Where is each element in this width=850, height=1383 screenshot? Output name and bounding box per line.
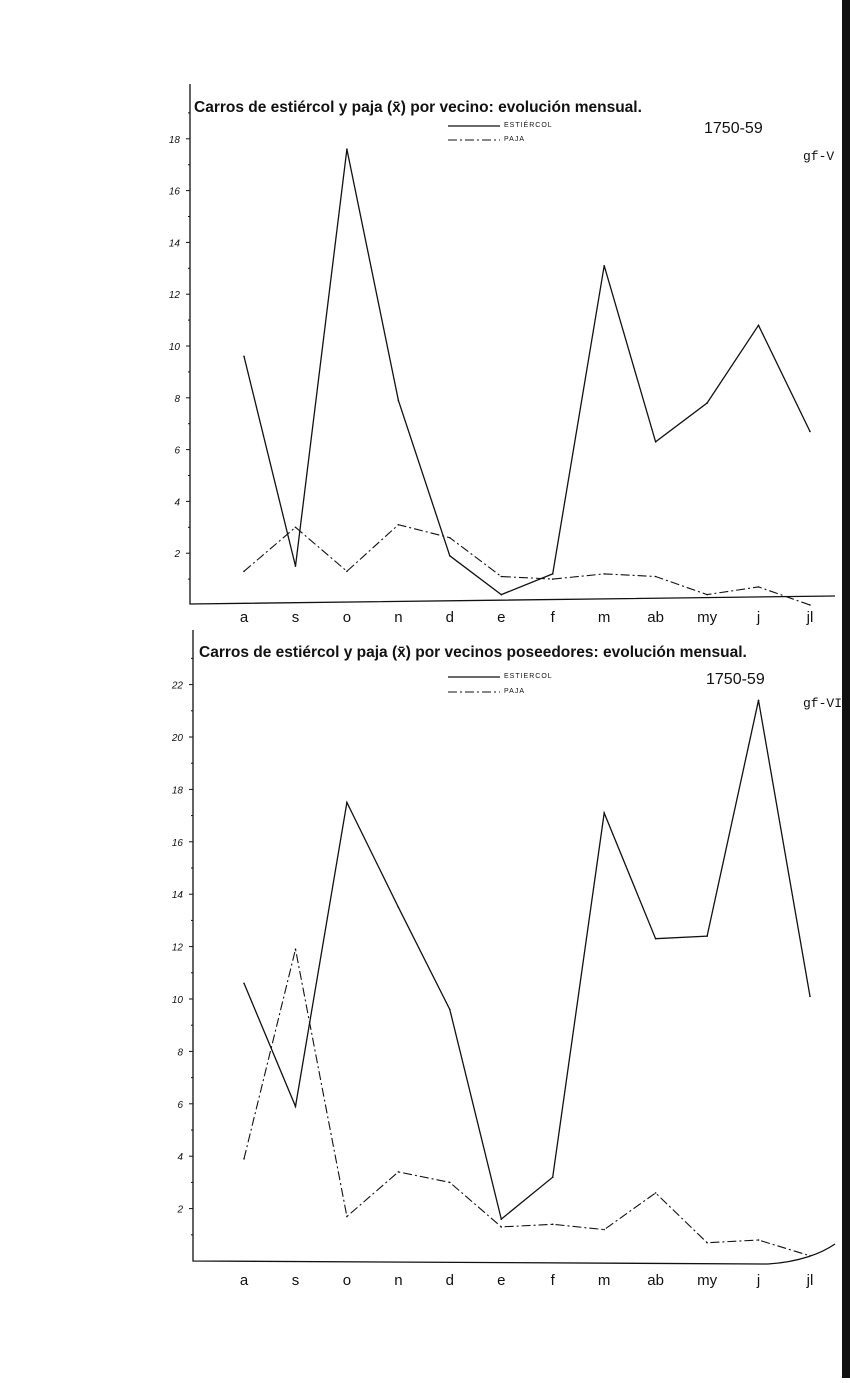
chart-1-series-1-point-o [346, 571, 348, 573]
chart-1-series-0-point-j [758, 324, 760, 326]
chart-1-series-1-point-j [758, 586, 760, 588]
chart-1-series-0-point-my [706, 402, 708, 404]
chart-1-series-1-point-jl [809, 604, 811, 606]
chart-2-y-tick-label: 22 [171, 680, 183, 692]
chart-2-series-0-point-n [398, 907, 400, 909]
chart-2-x-label-e: e [497, 1272, 506, 1289]
chart-2 [171, 630, 842, 1289]
chart-2-series-1-point-j [758, 1239, 760, 1241]
chart-2-y-tick-label: 10 [171, 995, 183, 1006]
chart-1-x-label-f: f [550, 609, 555, 626]
chart-1-series-0-point-ab [655, 441, 657, 443]
chart-1-series-1-point-n [398, 524, 400, 526]
chart-2-series-0-point-my [706, 935, 708, 937]
chart-1-x-label-j: j [756, 609, 761, 626]
chart-1-series-0-point-s [295, 565, 297, 567]
chart-2-series-0-point-o [346, 802, 348, 804]
chart-2-y-tick-label: 18 [171, 785, 183, 797]
chart-1-series-estiercol-line [244, 149, 810, 594]
chart-2-x-label-n: n [394, 1272, 403, 1289]
chart-1-y-tick-label: 2 [174, 549, 180, 561]
chart-1-legend-label-0: ESTIÉRCOL [504, 122, 553, 129]
chart-2-x-label-jl: jl [806, 1272, 814, 1289]
chart-2-legend-label-1: PAJA [504, 688, 525, 695]
chart-1-legend [448, 120, 553, 143]
chart-2-series-1-point-f [552, 1224, 554, 1226]
chart-1-x-label-s: s [291, 609, 300, 626]
chart-2-y-tick-label: 2 [177, 1204, 183, 1216]
chart-2-x-label-ab: ab [647, 1272, 664, 1289]
chart-1-x-axis [240, 609, 814, 626]
chart-2-series-0-point-ab [655, 938, 657, 940]
chart-2-series-1-point-o [346, 1216, 348, 1218]
chart-1-y-tick-label: 12 [168, 290, 180, 302]
chart-1-title: Carros de estiércol y paja (x̄) por vecino: evolución mensual. [194, 99, 642, 116]
chart-2-series-1-point-my [706, 1242, 708, 1244]
chart-1-x-label-d: d [445, 609, 454, 626]
chart-1-y-tick-label: 18 [168, 134, 180, 146]
chart-2-x-label-s: s [291, 1272, 300, 1289]
chart-1-series-1-point-s [295, 527, 297, 529]
chart-2-series-paja-line [244, 949, 810, 1256]
chart-1-x-label-o: o [342, 609, 352, 626]
chart-2-series-1-point-jl [809, 1255, 811, 1257]
chart-2-x-label-my: my [697, 1272, 718, 1289]
chart-2-y-tick-label: 12 [171, 942, 183, 954]
chart-1-series-1-point-e [500, 576, 502, 578]
chart-1-series-1-point-ab [655, 576, 657, 578]
chart-1-x-label-ab: ab [647, 609, 664, 626]
chart-1-code: gf-V [803, 149, 835, 164]
chart-2-x-label-d: d [445, 1272, 454, 1289]
chart-1-series-1-point-d [449, 537, 451, 539]
chart-2-y-tick-label: 6 [177, 1099, 183, 1111]
chart-1-series-0-point-o [346, 148, 348, 150]
chart-1-series-0-point-n [398, 400, 400, 402]
chart-2-series-1-point-n [398, 1171, 400, 1173]
chart-1-y-tick-label: 14 [168, 238, 180, 250]
chart-1-x-label-m: m [597, 609, 611, 626]
chart-1-y-tick-label: 16 [168, 186, 180, 198]
chart-1-y-axis [169, 113, 190, 579]
chart-2-title: Carros de estiércol y paja (x̄) por vecinos poseedores: evolución mensual. [199, 644, 747, 661]
chart-2-period: 1750-59 [706, 671, 765, 688]
chart-1 [169, 84, 835, 626]
chart-1-series-1-point-my [706, 594, 708, 596]
chart-1-x-label-my: my [697, 609, 718, 626]
chart-1-y-tick-label: 6 [174, 445, 180, 457]
chart-1-series-0-point-d [449, 555, 451, 557]
chart-2-x-label-o: o [342, 1272, 352, 1289]
chart-2-series-0-point-j [758, 700, 760, 702]
chart-1-series-0-point-f [552, 573, 554, 575]
chart-2-y-axis [171, 658, 193, 1234]
chart-1-period: 1750-59 [704, 120, 763, 137]
chart-1-x-label-a: a [239, 609, 249, 626]
chart-1-series-1-point-m [603, 573, 605, 575]
chart-2-series-1-point-m [603, 1229, 605, 1231]
chart-2-series-0-point-jl [809, 996, 811, 998]
chart-1-series-1-point-a [243, 571, 245, 573]
chart-2-plot-area [243, 700, 811, 1257]
chart-2-series-0-point-f [552, 1176, 554, 1178]
chart-2-series-1-point-a [243, 1158, 245, 1160]
chart-2-series-0-point-m [603, 812, 605, 814]
chart-1-x-label-n: n [394, 609, 403, 626]
chart-1-x-label-jl: jl [806, 609, 814, 626]
chart-2-axes [193, 630, 835, 1264]
chart-1-axes [190, 84, 835, 604]
chart-2-code: gf-VI [803, 696, 843, 711]
chart-2-series-estiercol-line [244, 700, 810, 1219]
chart-2-x-axis [240, 1272, 814, 1289]
chart-1-legend-label-1: PAJA [504, 136, 525, 143]
chart-2-series-0-point-a [243, 982, 245, 984]
chart-2-legend-label-0: ESTIERCOL [504, 673, 553, 680]
chart-2-legend [448, 673, 553, 695]
chart-2-series-1-point-s [295, 948, 297, 950]
chart-2-x-label-f: f [550, 1272, 555, 1289]
chart-2-y-tick-label: 4 [177, 1152, 183, 1164]
chart-2-series-1-point-d [449, 1182, 451, 1184]
chart-1-series-0-point-m [603, 265, 605, 267]
chart-1-y-tick-label: 4 [174, 497, 180, 509]
chart-1-x-label-e: e [497, 609, 506, 626]
chart-2-y-tick-label: 20 [171, 733, 183, 744]
chart-2-x-label-j: j [756, 1272, 761, 1289]
chart-2-series-1-point-e [500, 1226, 502, 1228]
chart-1-y-tick-label: 10 [168, 342, 180, 353]
chart-2-y-tick-label: 14 [171, 890, 183, 902]
chart-2-series-1-point-ab [655, 1192, 657, 1194]
chart-1-series-1-point-f [552, 578, 554, 580]
chart-2-series-0-point-d [449, 1009, 451, 1011]
chart-2-x-label-m: m [597, 1272, 611, 1289]
chart-2-series-0-point-e [500, 1218, 502, 1220]
chart-1-plot-area [243, 148, 811, 605]
chart-2-y-tick-label: 16 [171, 837, 183, 849]
chart-1-series-paja-line [244, 525, 810, 605]
chart-1-series-0-point-a [243, 356, 245, 358]
chart-1-series-0-point-e [500, 594, 502, 596]
chart-2-y-tick-label: 8 [177, 1047, 183, 1059]
page-edge-bar [842, 0, 850, 1378]
chart-1-series-0-point-jl [809, 431, 811, 433]
chart-1-y-tick-label: 8 [174, 393, 180, 405]
chart-2-x-label-a: a [239, 1272, 249, 1289]
chart-2-series-0-point-s [295, 1106, 297, 1108]
